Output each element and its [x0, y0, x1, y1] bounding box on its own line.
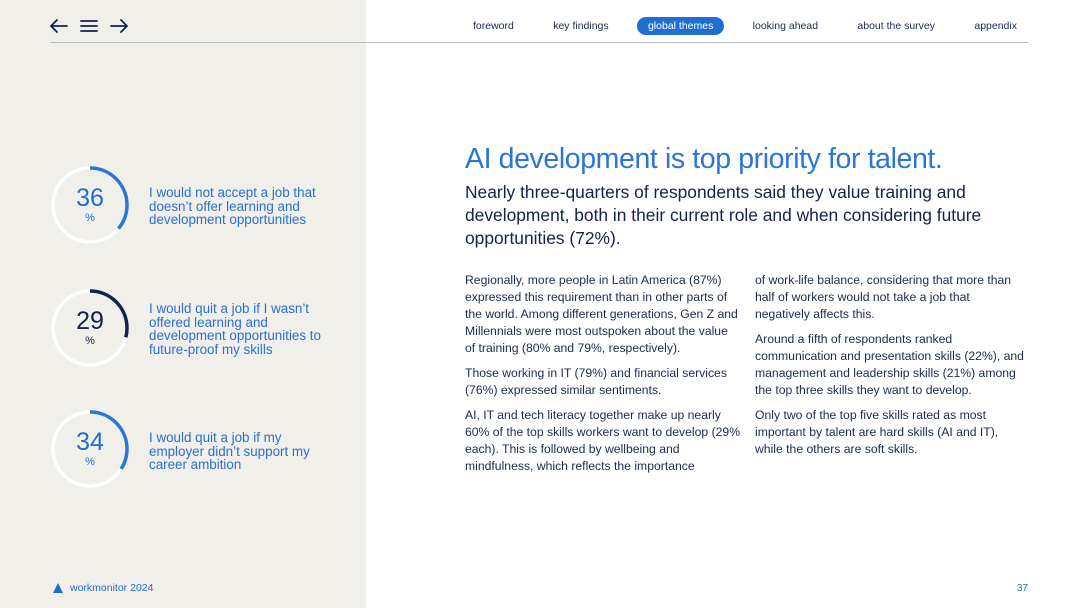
page-number: 37	[1016, 583, 1028, 594]
report-name: workmonitor 2024	[70, 582, 154, 594]
body-paragraph: Regionally, more people in Latin America (87%) expressed this requirement than in other parts of the world. Among different generations, Gen Z and Millennials were most outspoken about the value of training (80% and 79%, respectively).	[465, 273, 738, 355]
menu-icon[interactable]	[80, 17, 98, 35]
tab-global-themes[interactable]: global themes	[637, 17, 724, 35]
stat-value: 34	[76, 428, 104, 456]
arrow-left-icon[interactable]	[50, 17, 68, 35]
tab-appendix[interactable]: appendix	[974, 20, 1017, 32]
tab-foreword[interactable]: foreword	[473, 20, 514, 32]
stat-unit: %	[85, 456, 95, 468]
body-paragraph: Those working in IT (79%) and financial services (76%) expressed similar sentiments.	[465, 366, 727, 397]
body-paragraph: Around a fifth of respondents ranked communication and presentation skills (22%), and management and leadership skills (21%) among the top three skills they want to develop.	[755, 332, 1024, 397]
stat-item	[50, 288, 350, 368]
page-title: AI development is top priority for talent.	[465, 143, 943, 175]
stat-unit: %	[85, 212, 95, 224]
body-paragraph: of work-life balance, considering that more than half of workers would not take a job that negatively affects this.	[755, 273, 1012, 321]
stat-value: 36	[76, 184, 104, 212]
tab-about-the-survey[interactable]: about the survey	[857, 20, 936, 32]
section-tabs	[462, 15, 1028, 37]
stat-label: I would quit a job if I wasn’t offered learning and development opportunities to future-proof my skills	[149, 301, 321, 357]
header-divider	[50, 42, 1028, 43]
page-subtitle: Nearly three-quarters of respondents said they value training and development, both in their current role and when considering future opportunities (72%).	[465, 182, 982, 248]
stat-label: I would not accept a job that doesn’t offer learning and development opportunities	[149, 185, 316, 228]
brand-logo-icon	[52, 582, 64, 594]
page-nav-controls	[50, 16, 128, 36]
stat-value: 29	[76, 307, 104, 335]
tab-key-findings[interactable]: key findings	[553, 20, 609, 32]
stat-label: I would quit a job if my employer didn’t support my career ambition	[149, 430, 310, 473]
stat-item	[50, 165, 350, 245]
body-column-right	[755, 272, 1027, 466]
stat-unit: %	[85, 335, 95, 347]
body-paragraph: Only two of the top five skills rated as most important by talent are hard skills (AI and IT), while the others are soft skills.	[755, 408, 999, 456]
body-column-left	[465, 272, 741, 483]
body-paragraph: AI, IT and tech literacy together make up nearly 60% of the top skills workers want to develop (29% each). This is followed by wellbeing and mindfulness, which reflects the importance	[465, 408, 741, 473]
report-footer	[52, 582, 153, 594]
stat-item	[50, 409, 350, 489]
tab-looking-ahead[interactable]: looking ahead	[752, 20, 819, 32]
arrow-right-icon[interactable]	[110, 17, 128, 35]
